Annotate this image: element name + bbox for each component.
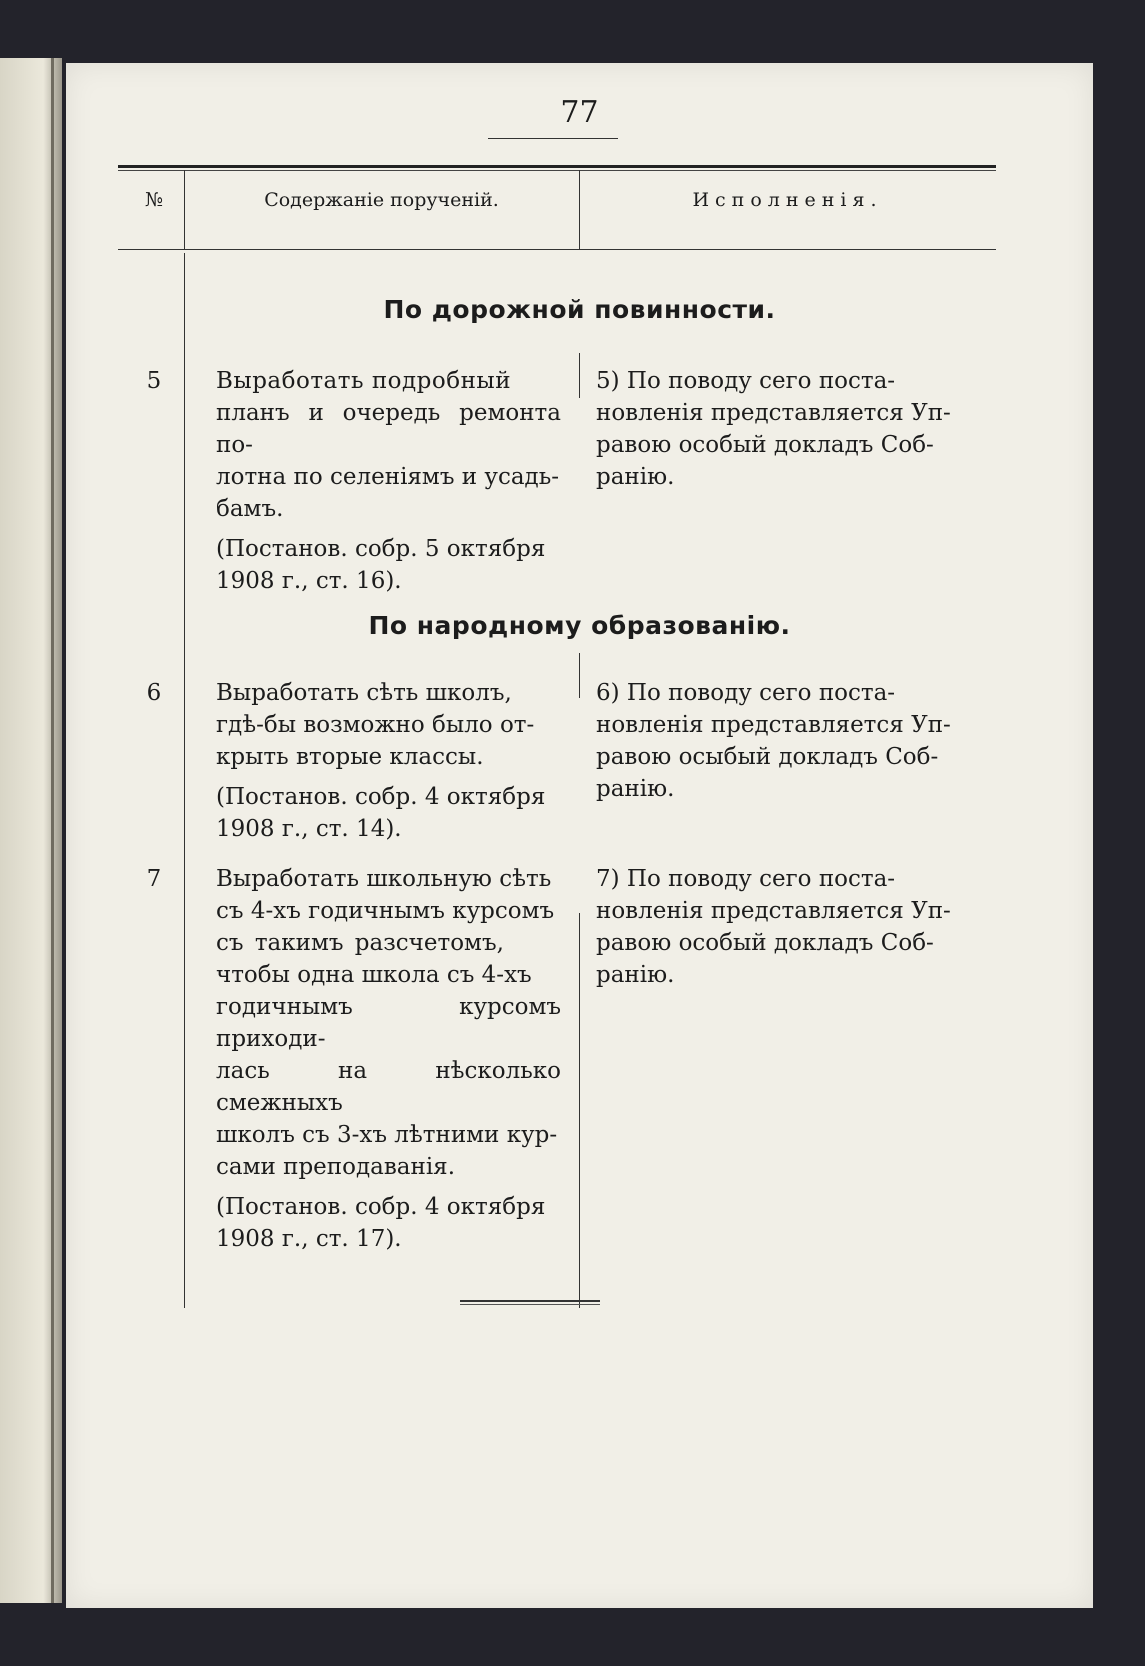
row-execution — [596, 863, 981, 991]
column-divider — [184, 253, 185, 1308]
header-number: № — [145, 189, 163, 211]
content-line: Выработать подробный — [216, 368, 512, 394]
reference-line: 1908 г., ст. 17). — [216, 1226, 402, 1252]
column-divider — [579, 913, 580, 1308]
execution-line: равою особый докладъ Соб- — [596, 432, 934, 458]
end-rule-thin — [460, 1304, 600, 1305]
execution-line: ранію. — [596, 776, 675, 802]
page-number: 77 — [560, 95, 599, 130]
content-line: сами преподаванія. — [216, 1154, 456, 1180]
reference-line: 1908 г., ст. 14). — [216, 816, 402, 842]
page-gutter — [51, 58, 54, 1603]
section-title: По народному образованію. — [368, 611, 791, 640]
row-content — [216, 677, 561, 845]
content-line: съ такимъ разсчетомъ, — [216, 930, 504, 956]
header-execution: Исполненія. — [692, 189, 883, 211]
execution-line: новленія представляется Уп- — [596, 898, 951, 924]
content-line: школъ съ 3-хъ лѣтними кур- — [216, 1122, 558, 1148]
content-line: планъ и очередь ремонта по- — [216, 400, 561, 458]
content-line: гдѣ-бы возможно было от- — [216, 712, 535, 738]
content-line: съ 4-хъ годичнымъ курсомъ — [216, 898, 555, 924]
execution-line: равою осыбый докладъ Соб- — [596, 744, 939, 770]
row-number: 7 — [146, 866, 162, 892]
execution-line: новленія представляется Уп- — [596, 712, 951, 738]
column-divider — [579, 653, 580, 698]
execution-line: 6) По поводу сего поста- — [596, 680, 896, 706]
row-number: 5 — [146, 368, 162, 394]
execution-line: ранію. — [596, 464, 675, 490]
content-line: бамъ. — [216, 496, 284, 522]
table-top-rule-thin — [118, 170, 996, 171]
reference-line: (Постанов. собр. 4 октября — [216, 1194, 546, 1220]
content-line: Выработать школьную сѣть — [216, 866, 552, 892]
row-content — [216, 863, 561, 1255]
column-divider — [579, 353, 580, 398]
table-header-rule — [118, 249, 996, 250]
content-line: крыть вторые классы. — [216, 744, 484, 770]
adjacent-page-edge — [0, 58, 62, 1603]
section-title: По дорожной повинности. — [383, 295, 776, 324]
reference-line: (Постанов. собр. 4 октября — [216, 784, 546, 810]
page-number-rule — [488, 138, 618, 139]
content-line: чтобы одна школа съ 4-хъ — [216, 962, 532, 988]
row-execution — [596, 365, 981, 493]
row-number: 6 — [146, 680, 162, 706]
content-line: лотна по селеніямъ и усадь- — [216, 464, 559, 490]
execution-line: 5) По поводу сего поста- — [596, 368, 896, 394]
execution-line: равою особый докладъ Соб- — [596, 930, 934, 956]
row-content — [216, 365, 561, 597]
document-page — [66, 63, 1093, 1608]
table-top-rule — [118, 165, 996, 168]
reference-line: (Постанов. собр. 5 октября — [216, 536, 546, 562]
content-line: лась на нѣсколько смежныхъ — [216, 1058, 561, 1116]
execution-line: ранію. — [596, 962, 675, 988]
execution-line: новленія представляется Уп- — [596, 400, 951, 426]
reference-line: 1908 г., ст. 16). — [216, 568, 402, 594]
row-execution — [596, 677, 981, 805]
content-line: Выработать сѣть школъ, — [216, 680, 512, 706]
content-line: годичнымъ курсомъ приходи- — [216, 994, 561, 1052]
end-rule — [460, 1300, 600, 1302]
execution-line: 7) По поводу сего поста- — [596, 866, 896, 892]
header-content: Содержаніе порученій. — [264, 189, 499, 211]
